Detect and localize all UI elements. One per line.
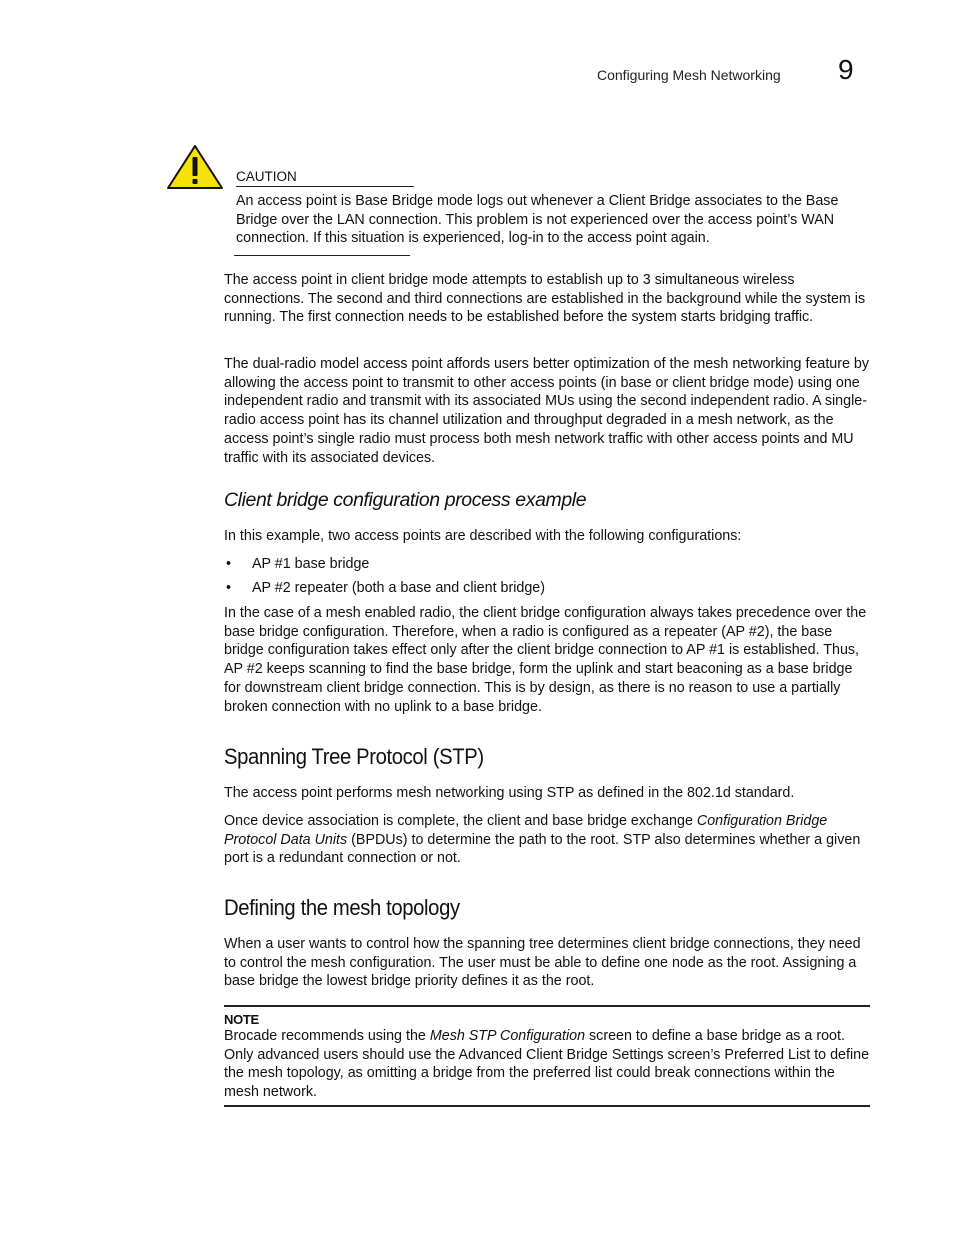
list-item: AP #1 base bridge <box>252 556 370 572</box>
note-text-after: screen to define a base bridge as a root. Only advanced users should use the Advanced Client Bridge Settings screen’s Preferred List to define the mesh topology, as omitting a bridge from the preferred list could break connections within the mesh network. <box>224 1028 870 1101</box>
bullet-dot: • <box>226 556 232 572</box>
paragraph-topology-intro: When a user wants to control how the spanning tree determines client bridge connections, they need to control the mesh configuration. The user must be able to define one node as the root. Assigning a base bridge the lowest bridge priority defines it as the root. <box>224 936 861 990</box>
paragraph-dual-radio: The dual-radio model access point affords users better optimization of the mesh networking feature by allowing the access point to transmit to other access points (in base or client bridge mode) using one independent radio and transmit with its associated MUs using the second independent radio. A single-radio access point has its channel utilization and throughput degraded in a mesh network, as the access point’s single radio must process both mesh network traffic with other access points and MU traffic with its associated devices. <box>224 356 870 466</box>
bullet-dot: • <box>226 580 232 596</box>
caution-top-rule <box>236 186 414 187</box>
heading-spanning-tree-protocol: Spanning Tree Protocol (STP) <box>224 744 484 769</box>
note-text-before: Brocade recommends using the <box>224 1028 430 1044</box>
subheading-client-bridge-example: Client bridge configuration process example <box>224 489 587 511</box>
caution-label: CAUTION <box>236 169 297 184</box>
caution-bottom-rule <box>234 255 410 256</box>
list-item: AP #2 repeater (both a base and client bridge) <box>252 580 546 596</box>
stp-text-after: (BPDUs) to determine the path to the root. STP also determines whether a given port is a redundant connection or not. <box>224 831 861 867</box>
paragraph-example-intro: In this example, two access points are described with the following configurations: <box>224 528 742 544</box>
caution-text: An access point is Base Bridge mode logs out whenever a Client Bridge associates to the Base Bridge over the LAN connection. This problem is not experienced over the access point’s WAN connection. If this situation is experienced, log-in to the access point again. <box>236 193 839 247</box>
stp-text-before: Once device association is complete, the client and base bridge exchange <box>224 813 697 829</box>
heading-defining-mesh-topology: Defining the mesh topology <box>224 895 460 920</box>
warning-triangle-icon <box>166 144 224 190</box>
stp-text-italic: Configuration Bridge Protocol Data Units <box>224 813 828 848</box>
chapter-number: 9 <box>838 54 854 85</box>
note-label: NOTE <box>224 1012 259 1027</box>
note-bottom-rule <box>224 1105 870 1107</box>
chapter-title: Configuring Mesh Networking <box>597 67 781 83</box>
note-top-rule <box>224 1005 870 1007</box>
note-text-italic: Mesh STP Configuration <box>429 1028 586 1044</box>
paragraph-repeater-behavior: In the case of a mesh enabled radio, the client bridge configuration always takes precedence over the base bridge configuration. Therefore, when a radio is configured as a repeater (AP #2), the base bridge configuration takes effect only after the client bridge connection to AP #1 is established. Thus, AP #2 keeps scanning to find the base bridge, form the uplink and start beaconing as a base bridge for downstream client bridge connection. This is by design, as there is no reason to use a partially broken connection with no uplink to a base bridge. <box>224 605 867 715</box>
paragraph-stp-intro: The access point performs mesh networking using STP as defined in the 802.1d standard. <box>224 785 795 801</box>
paragraph-client-bridge-connections: The access point in client bridge mode attempts to establish up to 3 simultaneous wireless connections. The second and third connections are established in the background while the system is running. The first connection needs to be established before the system starts bridging traffic. <box>224 272 866 326</box>
paragraph-stp-bpdu <box>224 812 870 868</box>
note-text <box>224 1027 870 1102</box>
